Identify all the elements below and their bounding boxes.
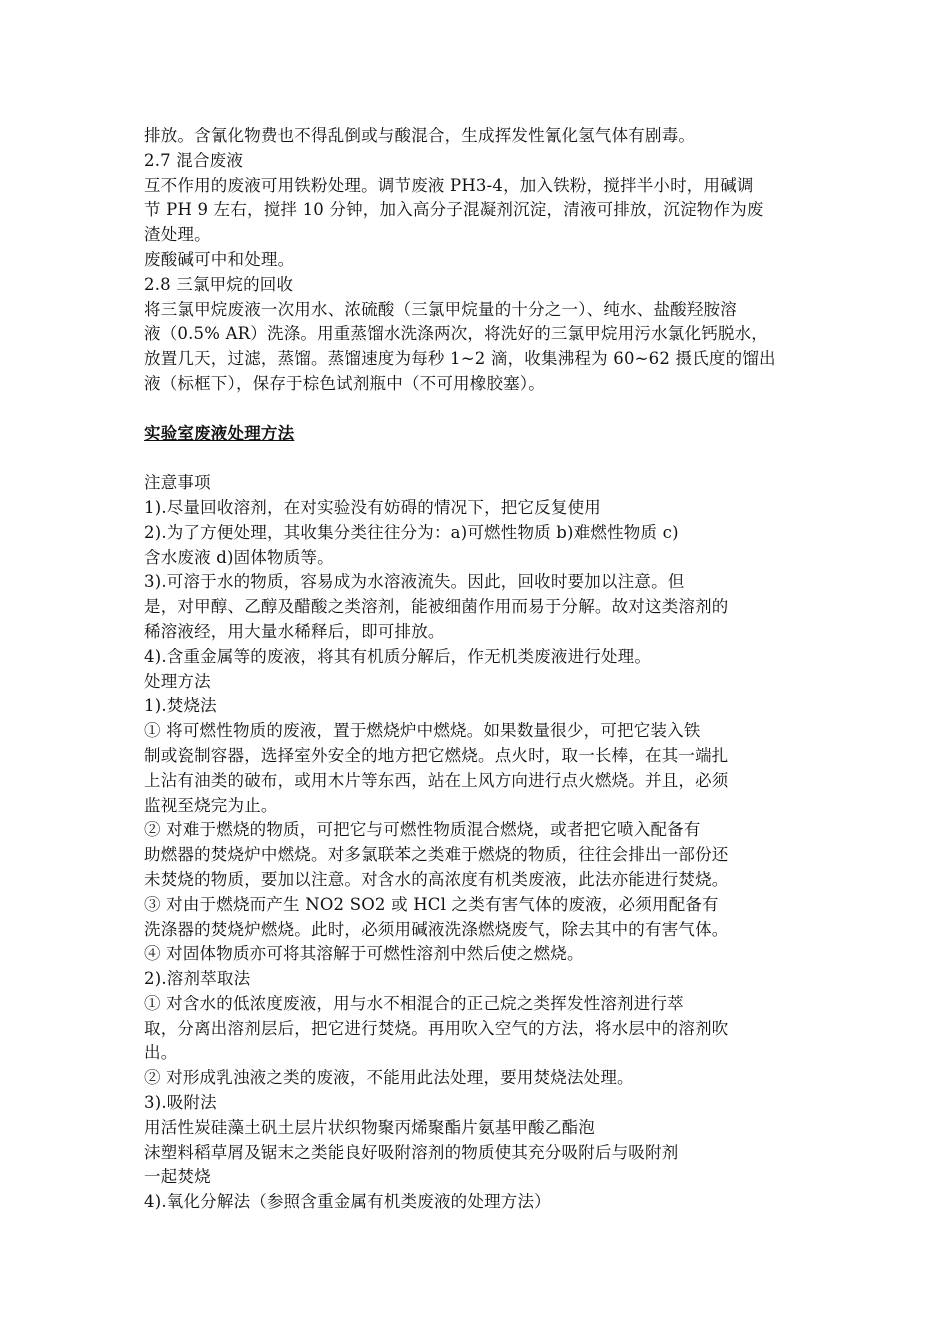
text-line: 放置几天，过滤，蒸馏。蒸馏速度为每秒 1~2 滴，收集沸程为 60~62 摄氏度的馏出 [144, 349, 776, 369]
text-line: 液（标框下），保存于棕色试剂瓶中（不可用橡胶塞）。 [144, 373, 545, 393]
text-line: ① 将可燃性物质的废液，置于燃烧炉中燃烧。如果数量很少，可把它装入铁 [144, 721, 701, 741]
text-line: 4).含重金属等的废液，将其有机质分解后，作无机类废液进行处理。 [144, 646, 652, 666]
section-title: 实验室废液处理方法 [144, 423, 295, 443]
text-line: 上沾有油类的破布，或用木片等东西，站在上风方向进行点火燃烧。并且，必须 [144, 770, 729, 790]
text-line: 排放。含氰化物费也不得乱倒或与酸混合，生成挥发性氰化氢气体有剧毒。 [144, 126, 696, 145]
text-line: ④ 对固体物质亦可将其溶解于可燃性溶剂中然后使之燃烧。 [144, 944, 584, 964]
text-line: 2.7 混合废液 [144, 150, 244, 170]
text-line: 废酸碱可中和处理。 [144, 249, 295, 269]
text-line: ③ 对由于燃烧而产生 NO2 SO2 或 HCl 之类有害气体的废液，必须用配备有 [144, 894, 719, 914]
text-line: 一起焚烧 [144, 1167, 211, 1187]
previous-section-text [144, 124, 824, 397]
text-line: 2).溶剂萃取法 [144, 969, 251, 989]
text-line: 注意事项 [144, 473, 211, 493]
text-line: 3).吸附法 [144, 1093, 217, 1113]
text-line: 4).氧化分解法（参照含重金属有机类废液的处理方法） [144, 1192, 551, 1212]
text-line: 出。 [144, 1043, 178, 1063]
text-line: ② 对难于燃烧的物质，可把它与可燃性物质混合燃烧，或者把它喷入配备有 [144, 820, 701, 840]
text-line: 3).可溶于水的物质，容易成为水溶液流失。因此，回收时要加以注意。但 [144, 572, 685, 592]
text-line: 将三氯甲烷废液一次用水、浓硫酸（三氯甲烷量的十分之一）、纯水、盐酸羟胺溶 [144, 299, 737, 319]
text-line: 节 PH 9 左右，搅拌 10 分钟，加入高分子混凝剂沉淀，清液可排放，沉淀物作为废 [144, 200, 764, 220]
text-line: 助燃器的焚烧炉中燃烧。对多氯联苯之类难于燃烧的物质，往往会排出一部份还 [144, 845, 729, 865]
spacer [144, 446, 824, 471]
text-line: 是，对甲醇、乙醇及醋酸之类溶剂，能被细菌作用而易于分解。故对这类溶剂的 [144, 597, 729, 617]
waste-treatment-text [144, 471, 824, 1215]
text-line: 制或瓷制容器，选择室外安全的地方把它燃烧。点火时，取一长棒，在其一端扎 [144, 745, 729, 765]
text-line: ① 对含水的低浓度废液，用与水不相混合的正己烷之类挥发性溶剂进行萃 [144, 993, 684, 1013]
document-page [144, 124, 824, 1215]
text-line: 1).尽量回收溶剂，在对实验没有妨碍的情况下，把它反复使用 [144, 497, 601, 517]
text-line: 含水废液 d)固体物质等。 [144, 547, 334, 567]
text-line: 取，分离出溶剂层后，把它进行焚烧。再用吹入空气的方法，将水层中的溶剂吹 [144, 1018, 729, 1038]
text-line: 监视至烧完为止。 [144, 795, 278, 815]
text-line: ② 对形成乳浊液之类的废液，不能用此法处理，要用焚烧法处理。 [144, 1068, 634, 1088]
text-line: 2.8 三氯甲烷的回收 [144, 274, 294, 294]
text-line: 稀溶液经，用大量水稀释后，即可排放。 [144, 621, 445, 641]
text-line: 洗涤器的焚烧炉燃烧。此时，必须用碱液洗涤燃烧废气，除去其中的有害气体。 [144, 919, 729, 939]
text-line: 用活性炭硅藻土矾土层片状织物聚丙烯聚酯片氨基甲酸乙酯泡 [144, 1117, 595, 1137]
text-line: 1).焚烧法 [144, 696, 217, 716]
text-line: 未焚烧的物质，要加以注意。对含水的高浓度有机类废液，此法亦能进行焚烧。 [144, 869, 729, 889]
spacer [144, 397, 824, 422]
text-line: 渣处理。 [144, 225, 211, 245]
text-line: 处理方法 [144, 671, 211, 691]
text-line: 2).为了方便处理，其收集分类往往分为：a)可燃性物质 b)难燃性物质 c) [144, 522, 679, 542]
text-line: 互不作用的废液可用铁粉处理。调节废液 PH3-4，加入铁粉，搅拌半小时，用碱调 [144, 175, 754, 195]
text-line: 液（0.5% AR）洗涤。用重蒸馏水洗涤两次，将洗好的三氯甲烷用污水氯化钙脱水， [144, 324, 769, 344]
text-line: 沫塑料稻草屑及锯末之类能良好吸附溶剂的物质使其充分吸附后与吸附剂 [144, 1142, 679, 1162]
